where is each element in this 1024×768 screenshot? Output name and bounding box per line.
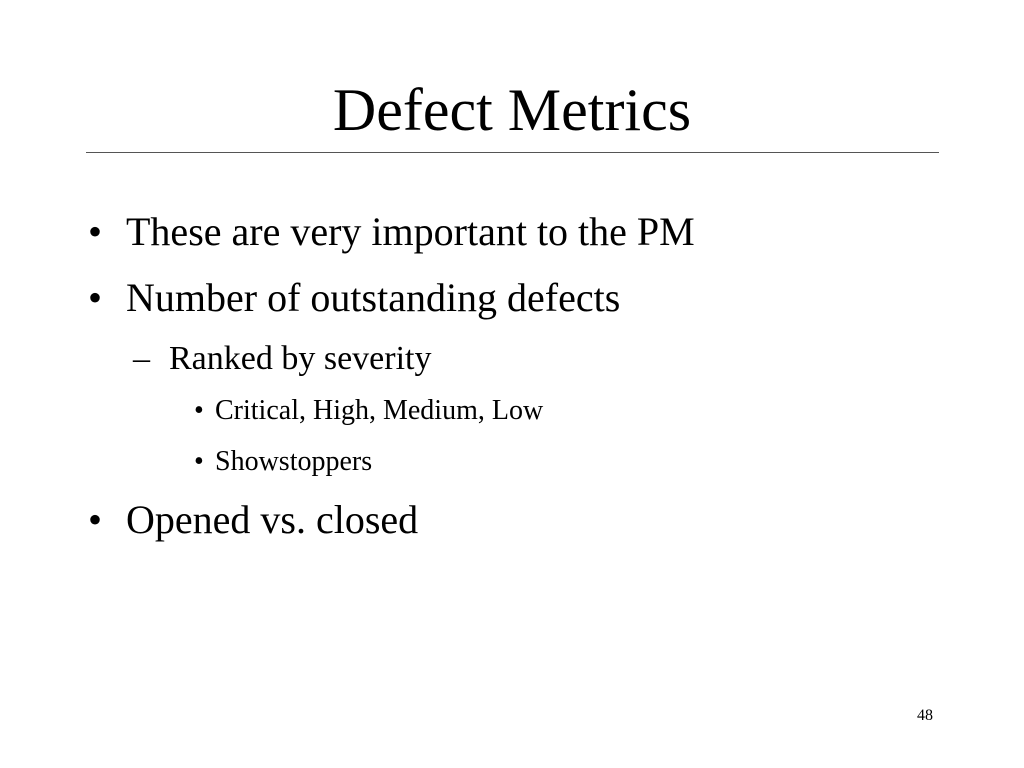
page-number: 48 — [917, 707, 933, 724]
bullet-text: These are very important to the PM — [126, 209, 695, 254]
bullet-text: Number of outstanding defects — [126, 275, 621, 320]
slide-title: Defect Metrics — [332, 77, 692, 143]
bullet-marker: – — [133, 340, 150, 377]
bullet-marker: • — [88, 497, 103, 542]
bullet-text: Showstoppers — [215, 446, 373, 477]
bullet-text: Ranked by severity — [169, 340, 432, 377]
bullet-marker: • — [88, 209, 103, 254]
bullet-marker: • — [194, 446, 204, 477]
bullet-text: Critical, High, Medium, Low — [215, 395, 544, 426]
bullet-text: Opened vs. closed — [126, 497, 419, 542]
bullet-marker: • — [194, 395, 204, 426]
title-divider — [86, 152, 939, 153]
bullet-marker: • — [88, 275, 103, 320]
